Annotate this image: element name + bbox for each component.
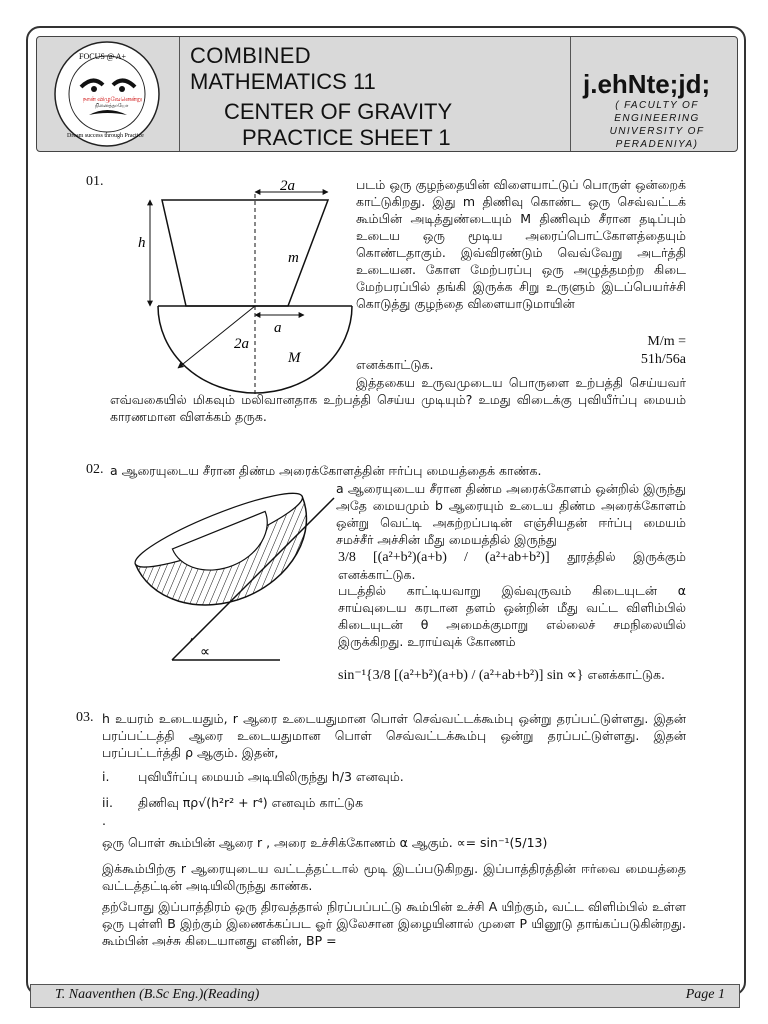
q1-diagram [134, 172, 364, 400]
q3-number: 03. [76, 710, 94, 725]
q2-number: 02. [86, 462, 104, 477]
q2-text-d: எனக்காட்டுக. [587, 667, 665, 682]
logo [37, 37, 180, 151]
label-h: h [138, 235, 146, 251]
label-M: M [288, 350, 301, 366]
faculty-text [579, 99, 735, 151]
q1-ratio-value: M/m = 51h/56a [640, 334, 686, 367]
title-line-2: MATHEMATICS 11 [190, 69, 376, 94]
q2-formula-1: 3/8 [(a²+b²)(a+b) / (a²+ab+b²)] [338, 550, 550, 565]
label-2a: 2a [234, 336, 249, 352]
q1-text-c: இத்தகைய உருவமுடைய பொருளை உற்பத்தி செய்யவர் எவ்வகையில் மிகவும் மலிவானதாக உற்பத்தி செய்ய முடியும்? உமது விடைக்கு புவியீர்ப்பு மையம் காரணமான விளக்கம் தருக. [110, 375, 686, 424]
q1-text-b: எனக்காட்டுக. [356, 357, 434, 372]
logo-tamil-1: நான் விழுவேனென்று [83, 97, 142, 103]
q1-text-a: படம் ஒரு குழந்தையின் விளையாட்டுப் பொருள் ஒன்றைக் காட்டுகிறது. இது m திணிவு கொண்ட ஒரு செவ்வட்டக் கூம்பின் அடித்துண்டையும் M திணிவும் சீரான தடிப்பும் உடைய ஒரு மூடிய அரைப்பொட்கோளத்தையும் கொண்டதாகும். இவ்விரண்டும் வெவ்வேறு அடர்த்தி உடையன. கோள மேற்பரப்பு ஒரு அழுத்தமற்ற கிடை மேற்பரப்பில் தங்கி இருக்க சிறு உருளும் இடப்பெயர்ச்சி கொடுத்து குழந்தை விளையாடுமாயின் [356, 177, 686, 311]
q2-formula-row-2 [338, 666, 686, 684]
q1-ratio [610, 332, 686, 368]
title-line-1: COMBINED [190, 43, 311, 68]
title-line-4: PRACTICE SHEET 1 [242, 125, 451, 150]
footer-bar [30, 984, 740, 1008]
label-a: a [274, 320, 282, 336]
logo-emblem [37, 37, 179, 151]
brand-name: j.ehNte;jd; [583, 69, 711, 99]
q2-text-a-wrap [130, 480, 686, 548]
q3-text-a: h உயரம் உடையதும், r ஆரை உடையதுமான பொள் செவ்வட்டக்கூம்பு ஒன்று தரப்பட்டுள்ளது. இதன் பரப்பட்டத்தி ஆரை உடையதுமான பொள் செவ்வட்டக்கூம்பு ஒன்று தரப்பட்டுள்ளது. இதன் பரப்பட்டர்த்தி ρ ஆகும். இதன், [102, 711, 686, 760]
author-block [571, 37, 737, 151]
q2-formula-2: sin⁻¹{3/8 [(a²+b²)(a+b) / (a²+ab+b²)] sin ∝} [338, 668, 584, 683]
logo-top-text: FOCUS @ A+ [79, 52, 127, 61]
logo-bottom-text: Dream success through Practice [67, 133, 144, 139]
label-m: m [288, 250, 299, 266]
q3-item1-label: i. [102, 769, 110, 784]
header-banner [36, 36, 738, 152]
q2-text-c: படத்தில் காட்டியவாறு இவ்வுருவம் கிடையுடன் α சாய்வுடைய கரடான தளம் ஒன்றின் மீது வட்ட விளிம்பில் கிடையுடன் θ அமைக்குமாறு எல்லைச் சமநிலையில் இருக்கிறது. உராய்வுக் கோணம் [338, 583, 686, 649]
q3-item2: திணிவு πρ√(h²r² + r⁴) எனவும் காட்டுக [138, 795, 364, 810]
q3-dot: . [102, 813, 106, 828]
q2-text-a: a ஆரையுடைய சீரான திண்ம அரைக்கோளம் ஒன்றில் இருந்து அதே மையமும் b ஆரையும் உடைய திண்ம அரைக்கோளம் ஒன்று வெட்டி அகற்றப்படின் எஞ்சியதன் ஈர்ப்பு மையம் சமச்சீர் அச்சின் மீது மையத்தில் இருந்து [336, 481, 686, 547]
q2-text-b: தூரத்தில் இருக்கும் எனக்காட்டுக. [338, 549, 686, 582]
q2-formula-row [338, 548, 686, 583]
label-2a-top: 2a [280, 178, 295, 194]
q3-item2-label: ii. [102, 795, 113, 810]
faculty-line-1: ( FACULTY OF ENGINEERING [614, 100, 700, 124]
q2-line-1: a ஆரையுடைய சீரான திண்ம அரைக்கோளத்தின் ஈர்ப்பு மையத்தைக் காண்க. [110, 463, 542, 478]
frustum-shape [162, 200, 328, 306]
q1-number: 01. [86, 174, 104, 189]
footer-page-number: Page 1 [685, 987, 725, 1002]
title-block [180, 37, 571, 151]
faculty-line-2: UNIVERSITY OF PERADENIYA) [609, 126, 705, 150]
q3-text-c: இக்கூம்பிற்கு r ஆரையுடைய வட்டத்தட்டால் மூடி இடப்படுகிறது. இப்பாத்திரத்தின் ஈர்வை மையத்தை வட்டத்தட்டின் அடியிலிருந்து காண்க. [102, 861, 686, 893]
angle-alpha-label: ∝ [200, 645, 211, 660]
footer-author: T. Naaventhen (B.Sc Eng.)(Reading) [55, 987, 260, 1002]
q3-item1: புவியீர்ப்பு மையம் அடியிலிருந்து h/3 எனவும். [138, 769, 404, 784]
q3-text-d: தற்போது இப்பாத்திரம் ஒரு திரவத்தால் நிரப்பப்பட்டு கூம்பின் உச்சி A யிற்கும், வட்ட விளிம்பில் உள்ள ஒரு புள்ளி B இற்கும் இணைக்கப்பட ஓர் இலேசான இழையினால் முளை P யினூடு தாங்கப்படுகின்றது. கூம்பின் அச்சு கிடையானது எனின், BP = [102, 899, 686, 948]
title-line-3: CENTER OF GRAVITY [224, 99, 453, 124]
logo-tamil-2: நினைத்தாயோ [95, 104, 129, 109]
q3-text-b: ஒரு பொள் கூம்பின் ஆரை r , அரை உச்சிக்கோணம் α ஆகும். ∝= sin⁻¹(5/13) [102, 835, 548, 850]
